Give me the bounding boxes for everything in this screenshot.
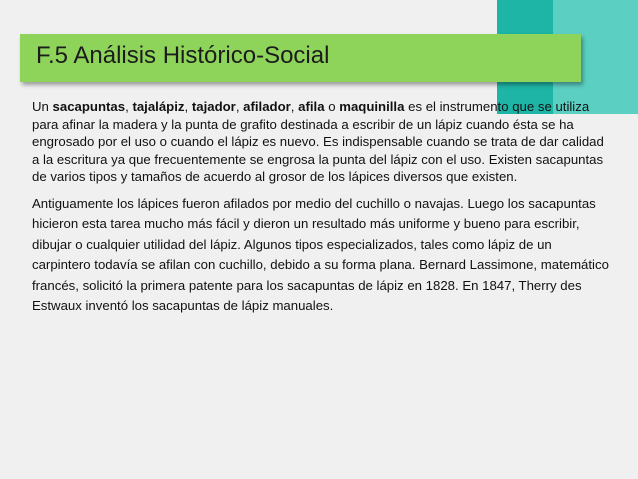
p1-sep: o — [328, 99, 336, 114]
p1-sep: , — [235, 99, 240, 114]
slide-body — [32, 98, 612, 317]
p1-sep: , — [290, 99, 295, 114]
p1-sep: , — [184, 99, 189, 114]
term-maquinilla: maquinilla — [339, 99, 405, 114]
paragraph-history: Antiguamente los lápices fueron afilados por medio del cuchillo o navajas. Luego los sacapuntas hicieron esta tarea mucho más fácil y dieron un resultado más uniforme y bueno para escribir, dibujar o cualquier utilidad del lápiz. Algunos tipos especializados, tales como lápiz de un carpintero todavía se afilan con cuchillo, debido a su forma plana. Bernard Lassimone, matemático francés, solicitó la primera patente para los sacapuntas de lápiz en 1828. En 1847, Therry des Estwaux inventó los sacapuntas de lápiz manuales. — [32, 195, 609, 313]
slide-title: F.5 Análisis Histórico-Social — [36, 42, 330, 69]
p1-rest: es el instrumento que se utiliza para afinar la madera y la punta de grafito destinada a escribir de un lápiz cuando ésta se ha engrosado por el uso o cuando el lápiz es nuevo. Es indispensable cuando se trata de dar calidad a la escritura ya que frecuentemente se engrosa la punta del lápiz con el uso. Existen sacapuntas de varios tipos y tamaños de acuerdo al grosor de los lápices diversos que existen. — [32, 99, 604, 184]
paragraph-definition — [32, 98, 612, 186]
p1-sep: , — [125, 99, 129, 114]
term-afilador: afilador — [243, 99, 291, 114]
p1-intro: Un — [32, 99, 49, 114]
term-tajalapiz: tajalápiz — [132, 99, 185, 114]
term-afila: afila — [298, 99, 325, 114]
term-tajador: tajador — [191, 99, 236, 114]
term-sacapuntas: sacapuntas — [52, 99, 126, 114]
